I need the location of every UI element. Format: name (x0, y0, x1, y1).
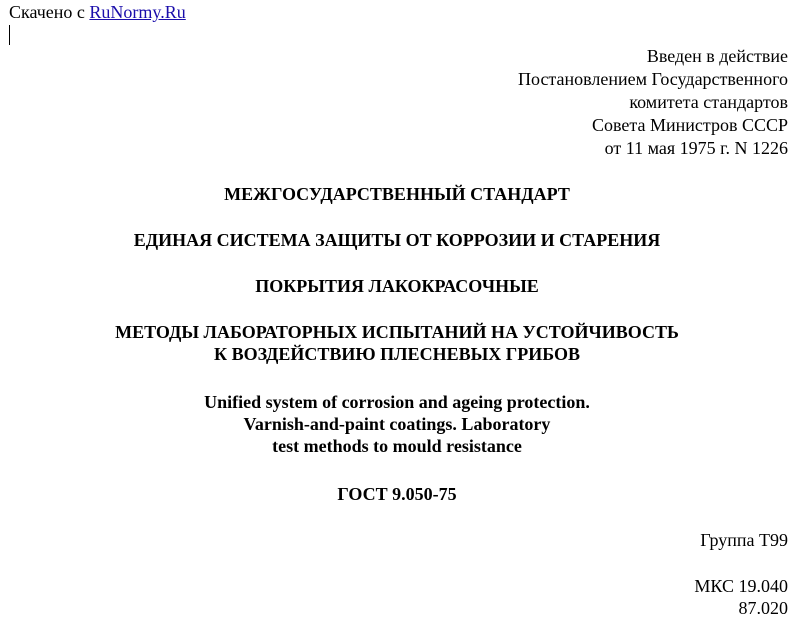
interstate-standard-text: МЕЖГОСУДАРСТВЕННЫЙ СТАНДАРТ (224, 184, 570, 204)
mks-code (694, 575, 788, 619)
methods-heading-line: МЕТОДЫ ЛАБОРАТОРНЫХ ИСПЫТАНИЙ НА УСТОЙЧИВОСТЬ (115, 322, 679, 342)
mks-line: 87.020 (738, 598, 788, 618)
methods-heading (0, 321, 794, 365)
coatings-heading-text: ПОКРЫТИЯ ЛАКОКРАСОЧНЫЕ (255, 276, 539, 296)
downloaded-prefix: Скачено с (9, 2, 85, 22)
standard-number (0, 483, 794, 505)
enactment-line: Постановлением Государственного (518, 69, 788, 89)
group-code: Группа Т99 (700, 530, 788, 550)
english-title-line: Varnish-and-paint coatings. Laboratory (243, 414, 551, 434)
methods-heading-line: К ВОЗДЕЙСТВИЮ ПЛЕСНЕВЫХ ГРИБОВ (214, 344, 580, 364)
system-heading (0, 229, 794, 251)
download-source-line (9, 1, 186, 23)
enactment-line: Введен в действие (646, 46, 788, 66)
english-title-line: Unified system of corrosion and ageing protection. (204, 392, 590, 412)
enactment-line: от 11 мая 1975 г. N 1226 (604, 138, 788, 158)
mks-line: МКС 19.040 (694, 576, 788, 596)
coatings-heading (0, 275, 794, 297)
enactment-line: комитета стандартов (629, 92, 788, 112)
source-link[interactable]: RuNormy.Ru (89, 2, 186, 22)
english-title-line: test methods to mould resistance (272, 436, 522, 456)
interstate-standard-heading (0, 183, 794, 205)
standard-number-text: ГОСТ 9.050-75 (337, 484, 457, 504)
enactment-block (518, 45, 788, 160)
english-title (0, 391, 794, 457)
text-cursor (9, 25, 10, 45)
enactment-line: Совета Министров СССР (592, 115, 788, 135)
system-heading-text: ЕДИНАЯ СИСТЕМА ЗАЩИТЫ ОТ КОРРОЗИИ И СТАРЕНИЯ (133, 230, 661, 250)
